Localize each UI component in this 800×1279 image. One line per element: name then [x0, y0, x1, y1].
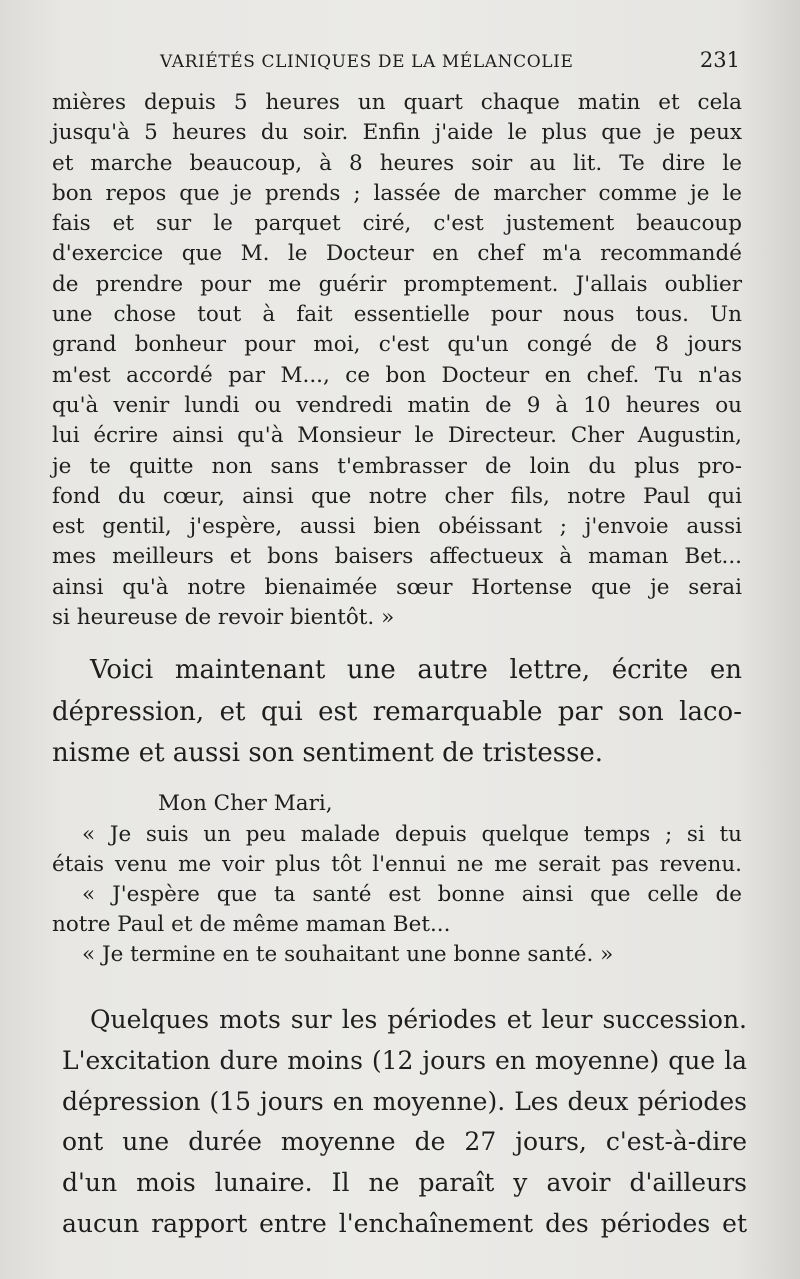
text-line: bon repos que je prends ; lassée de marcher comme je le [52, 180, 742, 206]
quoted-letter [52, 788, 742, 970]
text-line: fond du cœur, ainsi que notre cher fils, notre Paul qui [52, 483, 742, 509]
text-line: de prendre pour me guérir promptement. J'allais oublier [52, 271, 742, 297]
text-line: aucun rapport entre l'enchaînement des périodes et [62, 1208, 747, 1238]
text-line: mières depuis 5 heures un quart chaque matin et cela [52, 90, 742, 115]
text-line: m'est accordé par M..., ce bon Docteur en chef. Tu n'as [52, 362, 742, 388]
text-line: Quelques mots sur les périodes et leur succession. [90, 1005, 747, 1034]
text-line: qu'à venir lundi ou vendredi matin de 9 à 10 heures ou [52, 392, 742, 418]
periods-paragraph [62, 1000, 747, 1245]
text-line: nisme et aussi son sentiment de tristesse. [52, 738, 604, 768]
text-line: « J'espère que ta santé est bonne ainsi que celle de [82, 882, 742, 907]
text-line: lui écrire ainsi qu'à Monsieur le Directeur. Cher Augustin, [52, 423, 742, 449]
text-line: je te quitte non sans t'embrasser de loin du plus pro- [52, 453, 742, 479]
text-line: fais et sur le parquet ciré, c'est justement beaucoup [52, 211, 742, 237]
text-line: dépression, et qui est remarquable par son laco- [52, 696, 742, 727]
text-line: dépression (15 jours en moyenne). Les deux périodes [62, 1086, 747, 1116]
text-line: « Je termine en te souhaitant une bonne santé. » [82, 942, 614, 967]
text-line: d'exercice que M. le Docteur en chef m'a recommandé [52, 241, 742, 267]
text-line: grand bonheur pour moi, c'est qu'un congé de 8 jours [52, 332, 742, 358]
text-line: est gentil, j'espère, aussi bien obéissant ; j'envoie aussi [52, 514, 742, 540]
text-line: ont une durée moyenne de 27 jours, c'est-à-dire [62, 1127, 747, 1157]
text-line: si heureuse de revoir bientôt. » [52, 605, 395, 631]
text-line: étais venu me voir plus tôt l'ennui ne me serait pas revenu. [52, 852, 742, 877]
intro-paragraph [52, 650, 742, 775]
text-line: d'un mois lunaire. Il ne paraît y avoir d'ailleurs [62, 1168, 747, 1198]
text-line: Voici maintenant une autre lettre, écrite en [90, 655, 742, 685]
page-number: 231 [699, 48, 740, 72]
text-line: L'excitation dure moins (12 jours en moyenne) que la [62, 1045, 747, 1075]
text-line: une chose tout à fait essentielle pour nous tous. Un [52, 302, 742, 328]
text-line: et marche beaucoup, à 8 heures soir au lit. Te dire le [52, 150, 742, 176]
running-head [160, 48, 740, 78]
text-line: jusqu'à 5 heures du soir. Enfin j'aide le plus que je peux [52, 120, 742, 146]
running-title: VARIÉTÉS CLINIQUES DE LA MÉLANCOLIE [160, 52, 574, 72]
text-line: ainsi qu'à notre bienaimée sœur Hortense que je serai [52, 574, 742, 600]
text-line: « Je suis un peu malade depuis quelque temps ; si tu [82, 822, 742, 847]
text-line: notre Paul et de même maman Bet... [52, 912, 451, 937]
letter-continuation [52, 88, 742, 633]
letter-salutation: Mon Cher Mari, [158, 791, 333, 816]
text-line: mes meilleurs et bons baisers affectueux à maman Bet... [52, 544, 742, 570]
